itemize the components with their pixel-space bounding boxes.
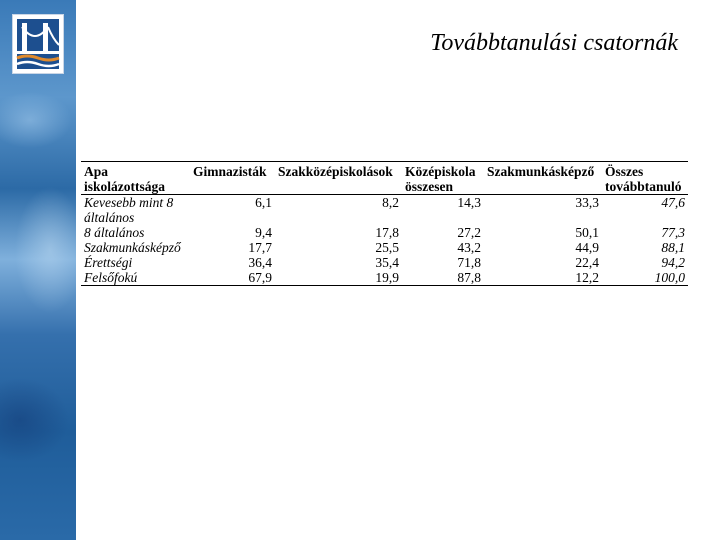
cell-value: 14,3	[457, 195, 481, 210]
cell-value: 33,3	[575, 195, 599, 210]
header-gimnazistak: Gimnazisták	[193, 164, 267, 179]
cell-value: 25,5	[375, 240, 399, 255]
table-row	[81, 195, 688, 226]
row-label: Felsőfokú	[84, 270, 138, 285]
cell-value: 50,1	[575, 225, 599, 240]
header-kozepiskola-osszesen: Középiskola összesen	[405, 164, 476, 194]
cell-value: 44,9	[575, 240, 599, 255]
bridge-logo-icon	[12, 14, 64, 74]
cell-total: 94,2	[661, 255, 685, 270]
table-row	[81, 240, 688, 255]
cell-total: 47,6	[661, 195, 685, 210]
table-row	[81, 225, 688, 240]
header-father-education: Apa iskolázottsága	[84, 164, 165, 194]
cell-value: 22,4	[575, 255, 599, 270]
cell-value: 8,2	[382, 195, 399, 210]
cell-value: 17,7	[248, 240, 272, 255]
cell-value: 19,9	[375, 270, 399, 285]
slide-title: Továbbtanulási csatornák	[430, 30, 678, 56]
cell-total: 77,3	[661, 225, 685, 240]
cell-value: 12,2	[575, 270, 599, 285]
cell-value: 35,4	[375, 255, 399, 270]
cell-value: 87,8	[457, 270, 481, 285]
cell-value: 9,4	[255, 225, 272, 240]
header-osszes-tovabbtanulo: Összes továbbtanuló	[605, 164, 682, 194]
header-szakmunkaskepzo: Szakmunkásképző	[487, 164, 595, 179]
cell-value: 6,1	[255, 195, 272, 210]
cell-value: 17,8	[375, 225, 399, 240]
header-szakkozepiskolasok: Szakközépiskolások	[278, 164, 393, 179]
table-row	[81, 255, 688, 270]
row-label: 8 általános	[84, 225, 145, 240]
row-label: Szakmunkásképző	[84, 240, 181, 255]
cell-value: 43,2	[457, 240, 481, 255]
cell-value: 67,9	[248, 270, 272, 285]
education-table	[81, 161, 688, 286]
cell-value: 36,4	[248, 255, 272, 270]
cell-total: 88,1	[661, 240, 685, 255]
cell-value: 71,8	[457, 255, 481, 270]
row-label: Érettségi	[84, 255, 133, 270]
cell-value: 27,2	[457, 225, 481, 240]
row-label: Kevesebb mint 8 általános	[84, 195, 174, 225]
table-row	[81, 270, 688, 286]
table-header-row	[81, 162, 688, 195]
decorative-sidebar	[0, 0, 76, 540]
cell-total: 100,0	[654, 270, 685, 285]
